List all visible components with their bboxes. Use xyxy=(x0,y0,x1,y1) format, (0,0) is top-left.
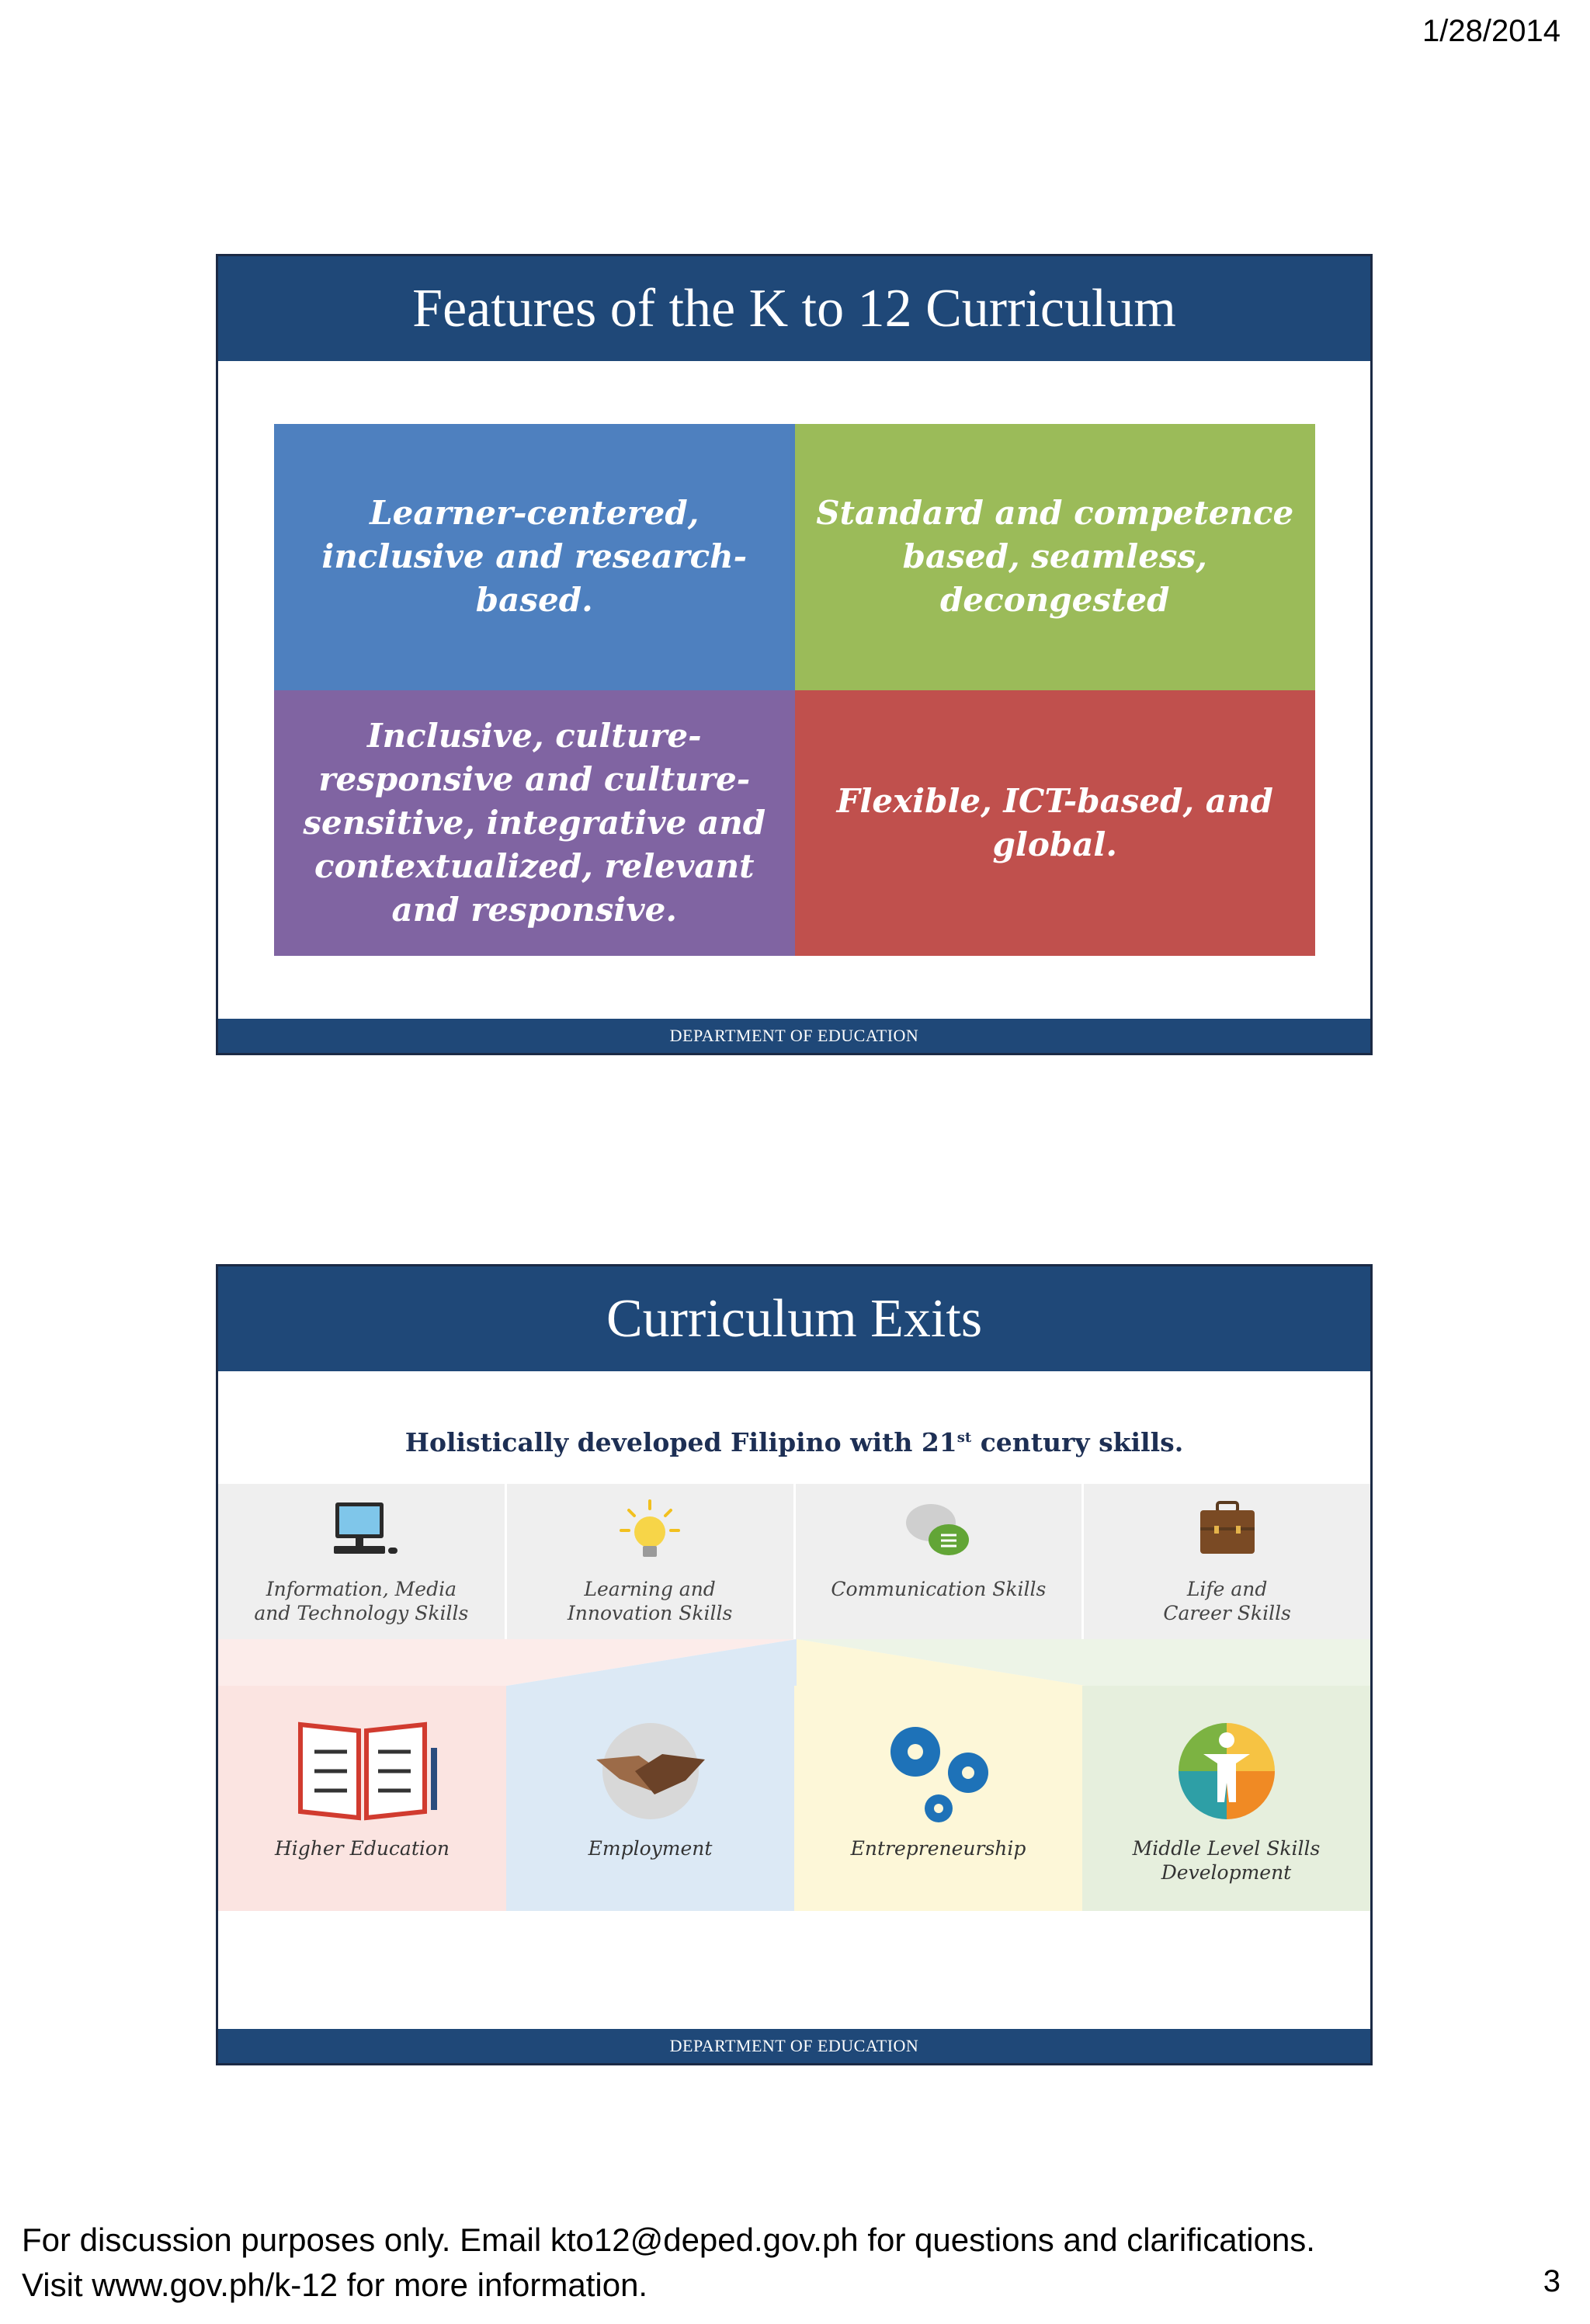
computer-icon xyxy=(318,1499,404,1569)
skill-card xyxy=(218,1484,505,1639)
exit-label: Middle Level Skills Development xyxy=(1132,1837,1321,1884)
skill-card xyxy=(507,1484,793,1639)
speech-bubbles-icon xyxy=(896,1499,981,1569)
exits-row xyxy=(218,1686,1370,1911)
slide-curriculum-exits xyxy=(216,1264,1373,2065)
page-date: 1/28/2014 xyxy=(1422,14,1560,48)
person-circle-icon xyxy=(1149,1717,1304,1826)
skills-row xyxy=(218,1484,1370,1639)
skills-exits-connector xyxy=(218,1639,1373,1686)
skill-card xyxy=(1084,1484,1370,1639)
handshake-icon xyxy=(573,1717,728,1826)
features-grid xyxy=(274,424,1315,956)
note-line-2: Visit www.gov.ph/k-12 for more information. xyxy=(22,2267,648,2303)
lightbulb-icon xyxy=(607,1499,693,1569)
skill-label: Information, Media and Technology Skills xyxy=(254,1578,469,1624)
exits-heading xyxy=(218,1427,1370,1457)
exit-label: Higher Education xyxy=(274,1837,450,1860)
discussion-note xyxy=(22,2218,1315,2308)
exit-label: Entrepreneurship xyxy=(850,1837,1026,1860)
exit-card xyxy=(218,1686,506,1911)
gears-icon xyxy=(861,1717,1016,1826)
page-number: 3 xyxy=(1543,2264,1560,2298)
slide-footer: DEPARTMENT OF EDUCATION xyxy=(218,1019,1370,1053)
feature-cell: Inclusive, culture-responsive and culture-sensitive, integrative and contextualized, relevant and responsive. xyxy=(274,690,795,957)
briefcase-icon xyxy=(1185,1499,1270,1569)
exit-card xyxy=(1082,1686,1370,1911)
skill-label: Life and Career Skills xyxy=(1163,1578,1291,1624)
exit-label: Employment xyxy=(588,1837,713,1860)
slide-title: Features of the K to 12 Curriculum xyxy=(218,256,1370,361)
feature-cell: Learner-centered, inclusive and research-based. xyxy=(274,424,795,690)
feature-cell: Standard and competence based, seamless, decongested xyxy=(795,424,1316,690)
heading-end: century skills. xyxy=(971,1427,1184,1457)
book-icon xyxy=(285,1717,440,1826)
feature-cell: Flexible, ICT-based, and global. xyxy=(795,690,1316,957)
heading-main: Holistically developed Filipino with 21 xyxy=(404,1427,957,1457)
skill-label: Communication Skills xyxy=(831,1578,1047,1600)
slide-features xyxy=(216,254,1373,1055)
slide-footer: DEPARTMENT OF EDUCATION xyxy=(218,2029,1370,2063)
skill-label: Learning and Innovation Skills xyxy=(567,1578,733,1624)
exit-card xyxy=(794,1686,1082,1911)
exit-card xyxy=(506,1686,794,1911)
slide-title: Curriculum Exits xyxy=(218,1266,1370,1371)
note-line-1: For discussion purposes only. Email kto12@deped.gov.ph for questions and clarifications. xyxy=(22,2222,1315,2258)
skill-card xyxy=(796,1484,1082,1639)
heading-sup: st xyxy=(956,1429,972,1446)
